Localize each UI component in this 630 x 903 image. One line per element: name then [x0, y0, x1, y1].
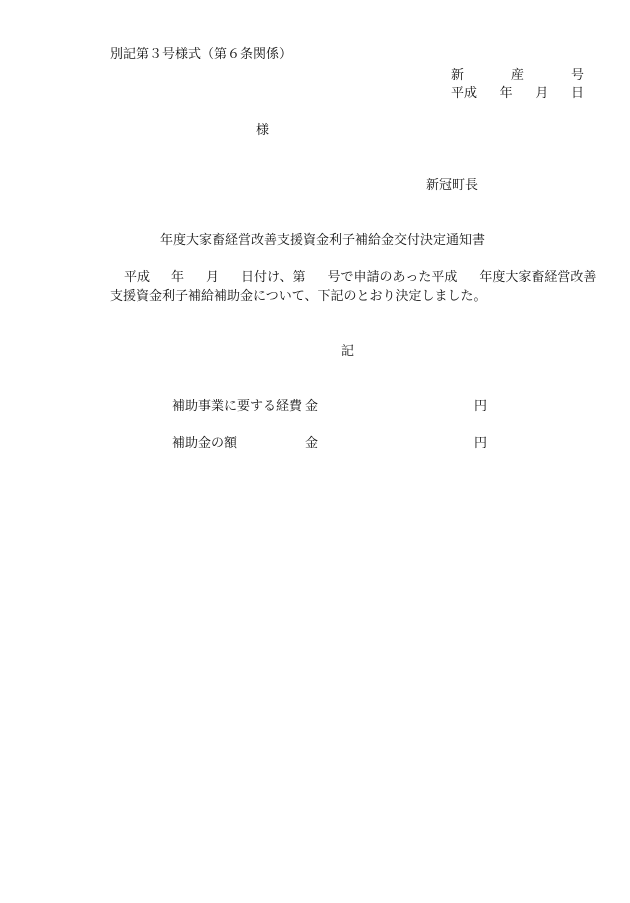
item-unit: 円 — [474, 436, 488, 451]
item-unit: 円 — [474, 399, 488, 414]
date-era: 平成 — [451, 86, 478, 101]
date-year: 年 — [499, 86, 513, 101]
date-month: 月 — [535, 86, 549, 101]
body-line-2: 支援資金利子補給補助金について、下記のとおり決定しました。 — [110, 289, 487, 304]
item-currency-prefix: 金 — [305, 436, 319, 451]
item-label-expenses: 補助事業に要する経費 — [172, 399, 303, 414]
body-fiscal-year: 年度大家畜経営改善 — [479, 270, 597, 285]
doc-number-prefix: 新 — [451, 68, 465, 83]
document-number — [451, 68, 584, 84]
body-line-1 — [124, 270, 596, 286]
body-application: 号で申請のあった平成 — [327, 270, 458, 285]
form-id: 別記第３号様式（第６条関係） — [110, 47, 293, 62]
issuer-name: 新冠町長 — [426, 178, 479, 193]
item-label-subsidy-amount: 補助金の額 — [172, 436, 238, 451]
issue-date — [451, 86, 584, 102]
date-day: 日 — [570, 86, 584, 101]
body-month: 月 — [206, 270, 220, 285]
body-year: 年 — [171, 270, 185, 285]
doc-number-middle: 産 — [510, 68, 524, 83]
item-currency-prefix: 金 — [305, 399, 319, 414]
body-day-ref: 日付け、第 — [241, 270, 306, 285]
doc-number-suffix: 号 — [570, 68, 584, 83]
addressee-honorific: 様 — [256, 123, 270, 138]
body-era: 平成 — [124, 270, 151, 285]
ki-heading: 記 — [341, 344, 355, 359]
document-title: 年度大家畜経営改善支援資金利子補給金交付決定通知書 — [160, 233, 486, 248]
